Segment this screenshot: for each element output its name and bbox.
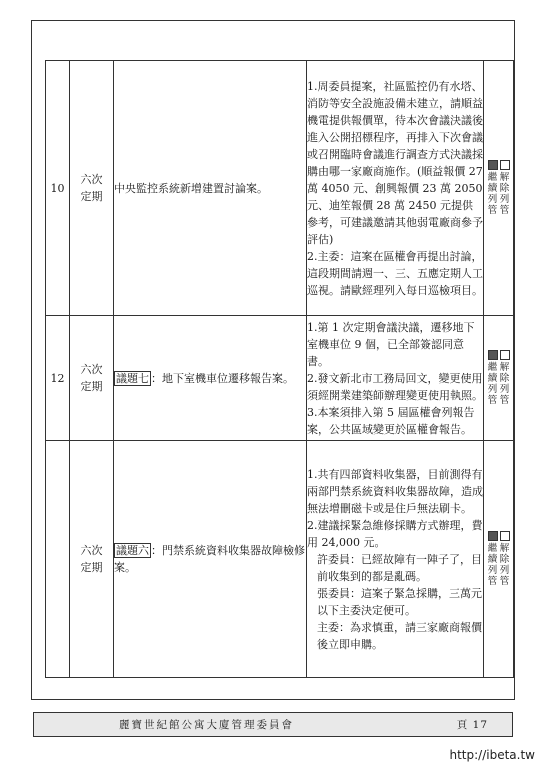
meeting-type (70, 61, 114, 316)
status-label-char: 除 (499, 183, 510, 194)
status-label-char: 管 (499, 205, 510, 216)
status-options (484, 531, 513, 587)
meeting-type-line: 定期 (80, 190, 103, 203)
status-label-char: 繼 (487, 362, 498, 373)
status-cell (484, 441, 514, 678)
topic-tag: 議題六 (116, 544, 149, 557)
minutes-table (45, 60, 514, 678)
item-number: 10 (46, 61, 70, 316)
status-options (484, 350, 513, 406)
status-cell (484, 61, 514, 316)
status-label-char: 續 (487, 554, 498, 565)
page-number: 頁 17 (456, 719, 488, 731)
status-label-char: 列 (499, 384, 510, 395)
status-option-release[interactable] (500, 531, 510, 587)
meeting-type (70, 441, 114, 678)
status-label-char: 解 (499, 543, 510, 554)
status-options (484, 160, 513, 216)
resolution-item: 1.周委員提案，社區監控仍有水塔、消防等安全設施設備未建立，請順益機電提供報價單，待本次會議決議後進入公開招標程序，再排入下次會議或召開臨時會議進行調查方式決議採購由哪一家廠商施作。(順益報價 27 萬 4050 元、創興報價 23 萬 2050 元、迪笙報價 28 萬 2450 元提供參考，可建議邀請其他弱電廠商參予評估) (307, 79, 483, 246)
resolution-item: 許委員：已經故障有一陣子了，目前收集到的都是亂碼。 (317, 552, 482, 583)
table-row (46, 61, 514, 316)
status-label-char: 繼 (487, 543, 498, 554)
resolution-cell (307, 61, 484, 316)
resolution-item: 2.建議採緊急維修採購方式辦理，費用 24,000 元。 (307, 518, 483, 549)
status-label-char: 除 (499, 373, 510, 384)
resolution-item: 3.本案須排入第 5 屆區權會列報告案，公共區域變更於區權會報告。 (307, 405, 475, 436)
status-label-char: 解 (499, 362, 510, 373)
status-option-release[interactable] (500, 160, 510, 216)
topic-text: 中央監控系統新增建置討論案。 (114, 181, 268, 195)
watermark: http://ibeta.tw (449, 748, 535, 762)
status-label-char: 列 (487, 194, 498, 205)
resolution-item: 2.發文新北市工務局回文，變更使用須經開業建築師辦理變更使用執照。 (307, 371, 483, 402)
topic-cell (114, 316, 307, 441)
status-label-char: 管 (499, 395, 510, 406)
meeting-type-line: 六次 (80, 544, 103, 557)
status-label-char: 管 (487, 576, 498, 587)
status-label-char: 管 (499, 576, 510, 587)
item-number: 12 (46, 316, 70, 441)
meeting-type-line: 六次 (80, 363, 103, 376)
status-label-char: 列 (487, 565, 498, 576)
status-label-char: 管 (487, 205, 498, 216)
status-label-char: 續 (487, 183, 498, 194)
footer-bar (33, 712, 513, 737)
status-option-continue[interactable] (488, 350, 498, 406)
status-label-char: 管 (487, 395, 498, 406)
status-label-char: 列 (487, 384, 498, 395)
table-row (46, 441, 514, 678)
topic-cell (114, 61, 307, 316)
meeting-type-line: 定期 (80, 380, 103, 393)
topic-text: ：地下室機車位遷移報告案。 (151, 371, 294, 385)
status-label-char: 繼 (487, 172, 498, 183)
status-label-char: 列 (499, 565, 510, 576)
status-label-char: 除 (499, 554, 510, 565)
resolution-item: 2.主委：這案在區權會再提出討論，這段期間請週一、三、五應定期人工巡視。請歐經理列入每日巡檢項目。 (307, 249, 483, 297)
resolution-item: 主委：為求慎重，請三家廠商報價後立即申購。 (317, 620, 482, 651)
continue-checkbox[interactable] (488, 160, 498, 170)
status-label-char: 列 (499, 194, 510, 205)
release-checkbox[interactable] (500, 350, 510, 360)
resolution-item: 1.第 1 次定期會議決議，遷移地下室機車位 9 個，已全部簽認同意書。 (307, 320, 475, 368)
topic-cell (114, 441, 307, 678)
status-label-char: 解 (499, 172, 510, 183)
meeting-type (70, 316, 114, 441)
meeting-type-line: 定期 (80, 561, 103, 574)
table-row (46, 316, 514, 441)
status-label-char: 續 (487, 373, 498, 384)
status-cell (484, 316, 514, 441)
release-checkbox[interactable] (500, 531, 510, 541)
item-number (46, 441, 70, 678)
continue-checkbox[interactable] (488, 531, 498, 541)
resolution-item: 張委員：這案子緊急採購，三萬元以下主委決定便可。 (317, 586, 482, 617)
status-option-release[interactable] (500, 350, 510, 406)
resolution-cell (307, 316, 484, 441)
continue-checkbox[interactable] (488, 350, 498, 360)
resolution-item: 1.共有四部資料收集器，目前測得有兩部門禁系統資料收集器故障，造成無法增刪磁卡或是住戶無法刷卡。 (307, 467, 483, 515)
release-checkbox[interactable] (500, 160, 510, 170)
status-option-continue[interactable] (488, 160, 498, 216)
resolution-cell (307, 441, 484, 678)
topic-tag: 議題七 (116, 371, 149, 385)
footer-organization: 麗寶世紀館公寓大廈管理委員會 (119, 719, 294, 731)
status-option-continue[interactable] (488, 531, 498, 587)
meeting-type-line: 六次 (80, 173, 103, 186)
topic-text: ：門禁系統資料收集器故障檢修案。 (114, 544, 305, 574)
